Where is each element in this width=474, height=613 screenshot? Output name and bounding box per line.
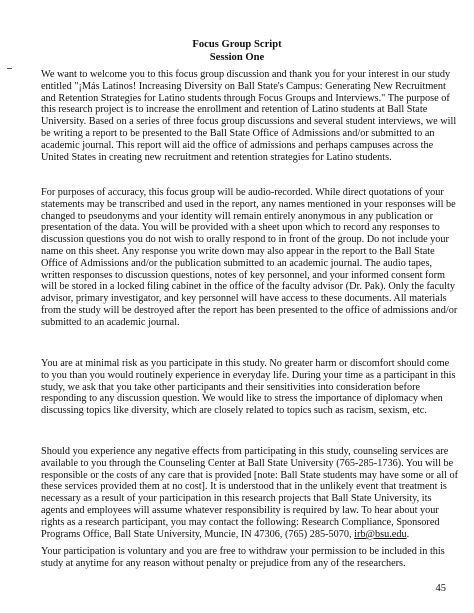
title-block bbox=[0, 39, 474, 64]
paragraph-recording: For purposes of accuracy, this focus group will be audio-recorded. While direct quotations of your statements may be transcribed and used in the report, any names mentioned in your responses will be changed to pseudonyms and your identity will remain entirely anonymous in any publication or presentation of the data. You will be provided with a sheet upon which to record any responses to discussion questions you do not wish to orally respond to in front of the group. Do not include your name on this sheet. Any response you write down may also appear in the report to the Ball State Office of Admissions and/or the publication submitted to an academic journal. The audio tapes, written responses to discussion questions, notes of key personnel, and your informed consent form will be stored in a locked filing cabinet in the office of the faculty advisor (Dr. Pak). Only the faculty advisor, primary investigator, and key personnel will have access to these documents. All materials from the study will be destroyed after the report has been presented to the office of admissions and/or submitted to an academic journal. bbox=[41, 187, 458, 328]
margin-mark bbox=[7, 68, 12, 69]
document-subtitle: Session One bbox=[209, 51, 265, 63]
paragraph-welcome: We want to welcome you to this focus group discussion and thank you for your interest in our study entitled "¡Más Latinos! Increasing Diversity on Ball State's Campus: Generating New Recruitment and Retention Strategies for Latino students through Focus Groups and Interviews." The purpose of this research project is to increase the enrollment and retention of Latino students at Ball State University. Based on a series of three focus group discussions and several student interviews, we will be writing a report to be presented to the Ball State Office of Admissions and/or submitted to an academic journal. This report will aid the office of admissions and perhaps campuses across the United States in creating new recruitment and retention strategies for Latino students. bbox=[41, 69, 457, 163]
paragraph-risk: You are at minimal risk as you participate in this study. No greater harm or discomfort should come to you than you would routinely experience in everyday life. During your time as a participant in this study, we ask that you take other participants and their sensitivities into consideration before responding to any discussion question. We would like to stress the importance of diplomacy when discussing topics like diversity, which are closely related to topics such as racism, sexism, etc. bbox=[41, 358, 456, 417]
counseling-body: You will be responsible or the costs of any care that is provided [note: Ball State students may have some or all of these services provided them at no cost]. It is understood that in the unlikely event that treatment is necessary as a result of your participation in this research projects that Ball State University, its agents and employees will assume whatever responsibility is required by law. To hear about your rights as a research participant, you may contact the following: Research Compliance, Sponsored Programs Office, Ball State University, Muncie, IN 47306, (765) 285-5070, bbox=[41, 457, 459, 540]
paragraph-voluntary: Your participation is voluntary and you are free to withdraw your permission to be included in this study at anytime for any reason without penalty or prejudice from any of the researchers. bbox=[41, 546, 445, 569]
irb-email-link[interactable]: irb@bsu.edu bbox=[354, 528, 407, 540]
counseling-lead: Should you experience any negative effects from participating in this study, counseling services are available to you through the Counseling Center at Ball State University (765-285-1736). bbox=[41, 446, 449, 469]
paragraph-counseling bbox=[41, 446, 459, 540]
counseling-end: . bbox=[406, 528, 410, 540]
document-title: Focus Group Script bbox=[192, 39, 282, 50]
page-number: 45 bbox=[435, 583, 446, 594]
